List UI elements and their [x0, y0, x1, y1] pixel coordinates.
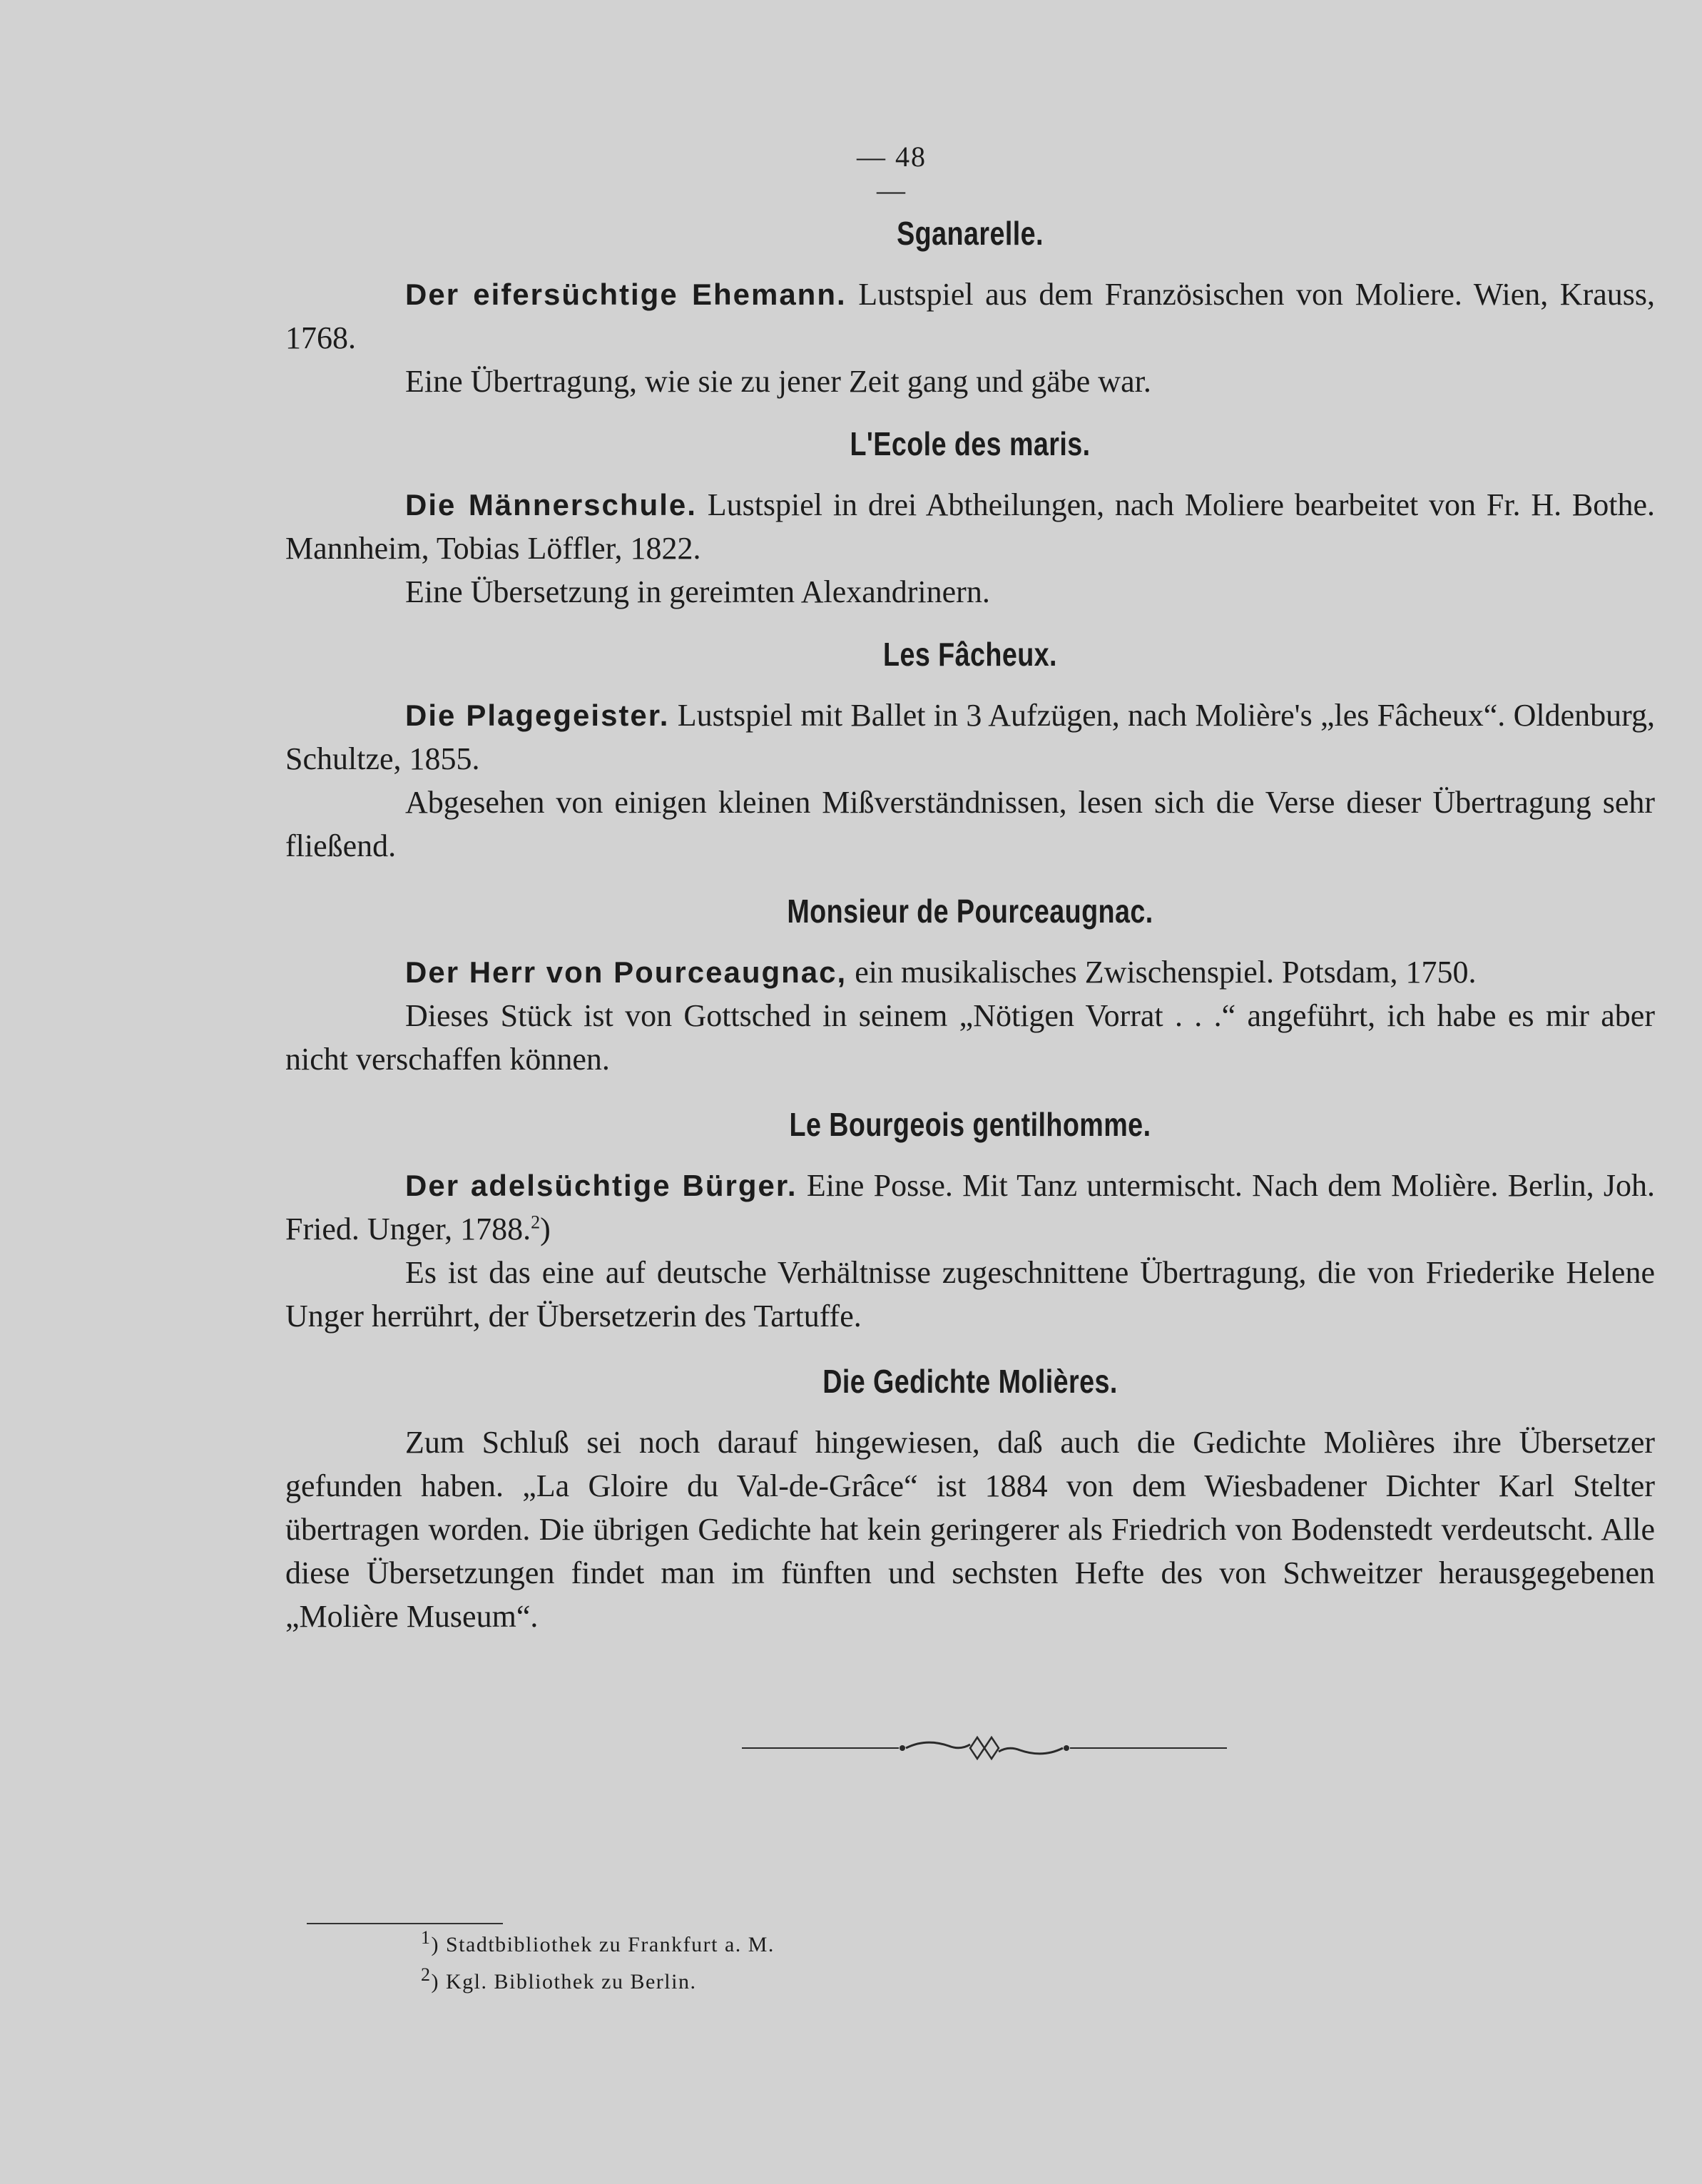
entry-note: Abgesehen von einigen kleinen Mißverständnissen, lesen sich die Verse dieser Übertragung sehr fließend. [285, 785, 1655, 863]
entry-details: Eine Posse. Mit Tanz untermischt. Nach dem Molière. Berlin, Joh. Fried. Unger, 1788. [285, 1168, 1655, 1246]
entry-note: Eine Übertragung, wie sie zu jener Zeit gang und gäbe war. [405, 364, 1151, 399]
footnote-marker: 2 [531, 1212, 541, 1233]
section-title: Le Bourgeois gentilhomme. [789, 1106, 1151, 1143]
footnote-marker-close: ) [540, 1212, 551, 1246]
footnote-separator [307, 1923, 503, 1924]
bibliographic-entry [285, 950, 1655, 994]
section-title: Die Gedichte Molières. [822, 1363, 1118, 1400]
entry-title: Die Männerschule. [405, 488, 697, 522]
entry-note: Dieses Stück ist von Gottsched in seinem „Nötigen Vorrat . . .“ angeführt, ich habe es mir aber nicht verschaffen können. [285, 998, 1655, 1077]
footnote-1: $^1$) Stadtbibliothek zu Frankfurt a. M. [421, 1927, 775, 1956]
page-body [285, 214, 1655, 1638]
entry-title: Der Herr von Pourceaugnac, [405, 955, 847, 989]
bibliographic-entry [285, 694, 1655, 781]
entry-title: Der adelsüchtige Bürger. [405, 1169, 798, 1202]
entry-details: Lustspiel in drei Abtheilungen, nach Moliere bearbeitet von Fr. H. Bothe. Mannheim, Tobias Löffler, 1822. [285, 487, 1656, 566]
printer-flourish-ornament-icon [742, 1730, 1227, 1766]
section-title: Sganarelle. [897, 215, 1044, 252]
entry-note: Eine Übersetzung in gereimten Alexandrinern. [405, 574, 990, 609]
page-number: — 48 — [857, 141, 927, 206]
closing-paragraph: Zum Schluß sei noch darauf hingewiesen, daß auch die Gedichte Molières ihre Übersetzer gefunden haben. „La Gloire du Val-de-Grâce“ ist 1884 von dem Wiesbadener Dichter Karl Stelter übertragen worden. Die übrigen Gedichte hat kein geringerer als Friedrich von Bodenstedt verdeutscht. Alle diese Übersetzungen findet man im fünften und sechsten Hefte des von Schweitzer herausgegebenen „Molière Museum“. [285, 1425, 1655, 1634]
entry-details: ein musikalisches Zwischenspiel. Potsdam, 1750. [855, 955, 1477, 990]
section-bourgeois-gentilhomme [285, 1105, 1655, 1338]
section-sganarelle [285, 214, 1655, 403]
section-title: Monsieur de Pourceaugnac. [787, 893, 1153, 930]
entry-details: Lustspiel mit Ballet in 3 Aufzügen, nach Molière's „les Fâcheux“. Oldenburg, Schultze, 1855. [285, 698, 1656, 776]
section-gedichte [285, 1362, 1655, 1638]
entry-title: Der eifersüchtige Ehemann. [405, 278, 847, 311]
section-title: Les Fâcheux. [883, 636, 1057, 673]
bibliographic-entry [285, 273, 1655, 360]
footnotes [421, 1926, 1277, 2001]
bibliographic-entry [285, 1164, 1655, 1251]
entry-title: Die Plagegeister. [405, 699, 670, 732]
section-title: L'Ecole des maris. [850, 425, 1091, 462]
section-ecole-des-maris [285, 425, 1655, 614]
section-les-facheux [285, 635, 1655, 868]
entry-details: Lustspiel aus dem Französischen von Moliere. Wien, Krauss, 1768. [285, 277, 1656, 355]
footnote-2: $^2$) Kgl. Bibliothek zu Berlin. [421, 1964, 697, 1993]
section-pourceaugnac [285, 892, 1655, 1081]
bibliographic-entry [285, 483, 1655, 570]
entry-note: Es ist das eine auf deutsche Verhältnisse zugeschnittene Übertragung, die von Friederike Helene Unger herrührt, der Übersetzerin des Tartuffe. [285, 1255, 1655, 1334]
